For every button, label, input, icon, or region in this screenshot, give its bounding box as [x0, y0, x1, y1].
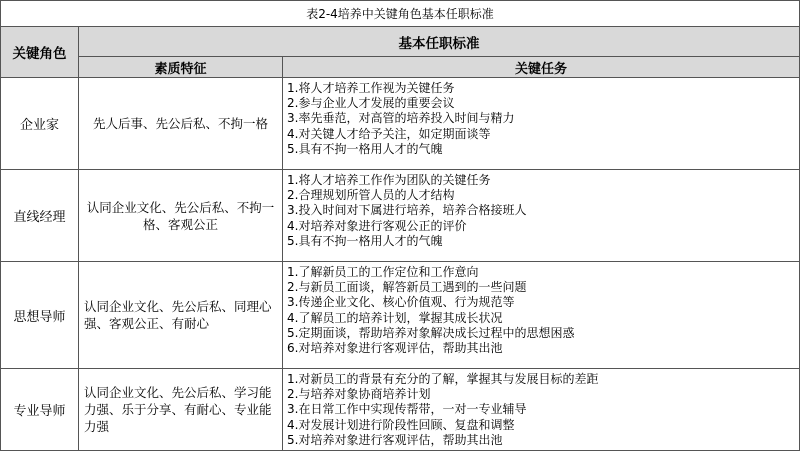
task-item: 3.在日常工作中实现传帮带，一对一专业辅导	[287, 402, 527, 417]
table-row	[1, 369, 800, 451]
task-item: 4.对发展计划进行阶段性回顾、复盘和调整	[287, 417, 515, 432]
table-row	[1, 78, 800, 170]
task-item: 3.率先垂范，对高管的培养投入时间与精力	[287, 111, 515, 126]
task-item: 2.参与企业人才发展的重要会议	[287, 96, 455, 111]
table-row	[1, 170, 800, 262]
role-cell: 企业家	[1, 78, 79, 170]
traits-cell: 认同企业文化、先公后私、不拘一格、客观公正	[79, 170, 283, 262]
header-role: 关键角色	[1, 27, 79, 78]
traits-cell: 先人后事、先公后私、不拘一格	[79, 78, 283, 170]
task-item: 1.将人才培养工作作为团队的关键任务	[287, 173, 491, 187]
traits-cell: 认同企业文化、先公后私、同理心强、客观公正、有耐心	[79, 262, 283, 369]
task-item: 4.对培养对象进行客观公正的评价	[287, 218, 467, 233]
task-item: 5.定期面谈，帮助培养对象解决成长过程中的思想困惑	[287, 325, 575, 340]
task-item: 3.投入时间对下属进行培养，培养合格接班人	[287, 203, 527, 218]
task-item: 2.与培养对象协商培养计划	[287, 387, 431, 402]
task-item: 5.对培养对象进行客观评估，帮助其出池	[287, 432, 503, 447]
header-tasks: 关键任务	[283, 57, 800, 78]
traits-cell: 认同企业文化、先公后私、学习能力强、乐于分享、有耐心、专业能力强	[79, 369, 283, 451]
role-cell: 专业导师	[1, 369, 79, 451]
task-item: 3.传递企业文化、核心价值观、行为规范等	[287, 295, 515, 310]
task-item: 4.对关键人才给予关注，如定期面谈等	[287, 126, 491, 141]
tasks-cell	[283, 369, 800, 451]
header-standard: 基本任职标准	[79, 27, 800, 57]
role-cell: 思想导师	[1, 262, 79, 369]
task-item: 5.具有不拘一格用人才的气魄	[287, 141, 443, 156]
task-item: 1.将人才培养工作视为关键任务	[287, 81, 455, 95]
header-traits: 素质特征	[79, 57, 283, 78]
task-item: 5.具有不拘一格用人才的气魄	[287, 233, 443, 248]
tasks-cell	[283, 170, 800, 262]
tasks-cell	[283, 262, 800, 369]
table-caption: 表2-4培养中关键角色基本任职标准	[1, 1, 800, 27]
task-item: 1.对新员工的背景有充分的了解，掌握其与发展目标的差距	[287, 372, 599, 386]
tasks-cell	[283, 78, 800, 170]
task-item: 2.与新员工面谈，解答新员工遇到的一些问题	[287, 280, 527, 295]
role-cell: 直线经理	[1, 170, 79, 262]
task-item: 4.了解员工的培养计划，掌握其成长状况	[287, 310, 503, 325]
task-item: 2.合理规划所管人员的人才结构	[287, 188, 455, 203]
table-row	[1, 262, 800, 369]
task-item: 1.了解新员工的工作定位和工作意向	[287, 265, 479, 279]
task-item: 6.对培养对象进行客观评估，帮助其出池	[287, 341, 503, 356]
